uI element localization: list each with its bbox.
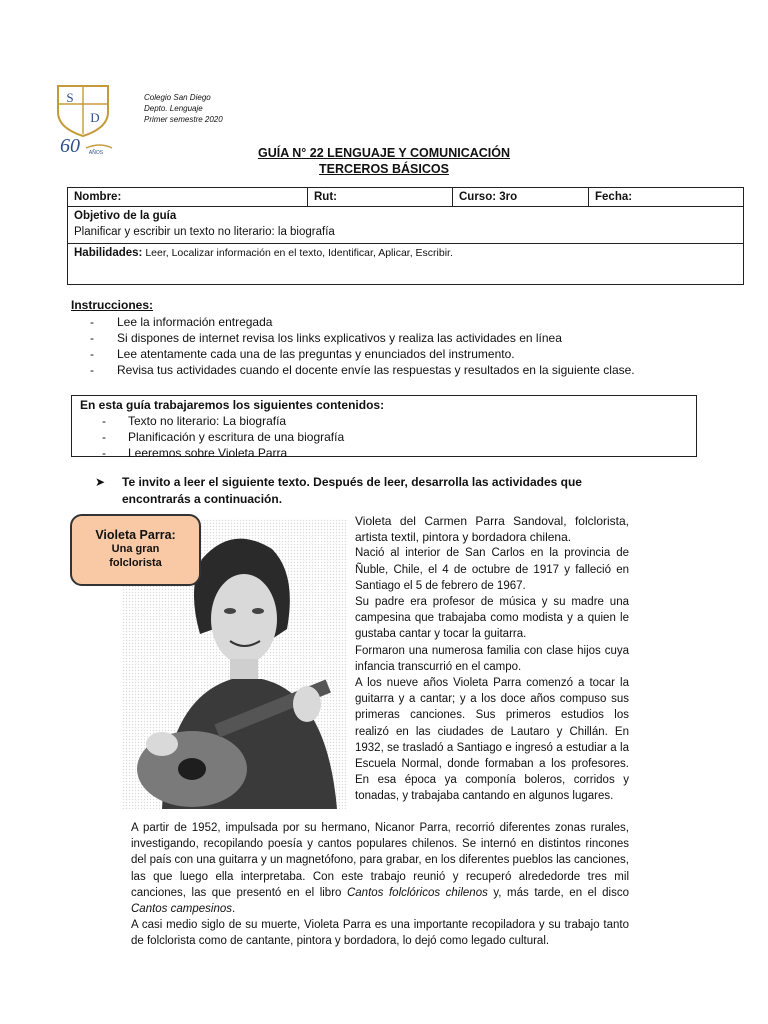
- list-item: - Lee atentamente cada una de las preguntas y enunciados del instrumento.: [90, 347, 515, 361]
- school-semester: Primer semestre 2020: [144, 115, 223, 124]
- skills-row: [68, 244, 743, 284]
- objective-row: [68, 207, 743, 244]
- guide-subtitle: TERCEROS BÁSICOS: [319, 162, 449, 176]
- book-title: Cantos folclóricos chilenos: [346, 886, 488, 899]
- title-badge: [70, 514, 201, 586]
- school-dept: Depto. Lenguaje: [144, 104, 203, 113]
- list-item: - Leeremos sobre Violeta Parra: [102, 446, 288, 460]
- list-item: - Lee la información entregada: [90, 315, 273, 329]
- school-info: [144, 92, 223, 125]
- bio-paragraph: A los nueve años Violeta Parra comenzó a tocar la guitarra y a cantar; y a los doce años compuso sus primeras canciones. Sus primeros estudios los realizó en las ciudades de Lautaro y Chillán. En 1932, se trasladó a Santiago e ingresó a estudiar a la Escuela Normal, donde formaban a los profesores. En esa época ya componía boleros, corridos y tonadas, y trabajaba cantando en algunos lugares.: [355, 677, 629, 803]
- objective-label: Objetivo de la guía: [74, 210, 177, 222]
- instructions-list: [90, 314, 680, 378]
- guide-title: GUÍA N° 22 LENGUAJE Y COMUNICACIÓN: [257, 146, 511, 160]
- bio-paragraph: Su padre era profesor de música y su madre una campesina que trabajaba como modista y a quien le gustaba cantar y tocar la guitarra.: [355, 596, 629, 641]
- rut-label: Rut:: [314, 191, 337, 203]
- badge-subtitle-1: Una gran: [111, 543, 160, 555]
- bio-paragraph: A casi medio siglo de su muerte, Violeta Parra es una importante recopiladora y su trabajo tanto de folclorista como de cantante, pintora y bordadora, lo dejó como legado cultural.: [131, 919, 629, 948]
- logo-letter-s: S: [66, 90, 74, 105]
- list-item: - Texto no literario: La biografía: [102, 414, 287, 428]
- list-item: - Revisa tus actividades cuando el docente envíe las respuestas y resultados en la siguiente clase.: [90, 363, 635, 377]
- skills-label: Habilidades:: [74, 247, 143, 259]
- school-name: Colegio San Diego: [144, 93, 211, 102]
- reading-prompt: ➤ Te invito a leer el siguiente texto. Después de leer, desarrolla las actividades que encontrarás a continuación.: [95, 475, 582, 506]
- logo-number: 60: [60, 135, 80, 157]
- objective-text: Planificar y escribir un texto no literario: la biografía: [74, 226, 335, 238]
- arrow-bullet-icon: ➤: [95, 475, 106, 489]
- biography-text-right: [355, 513, 629, 805]
- skills-text: Leer, Localizar información en el texto, Identificar, Aplicar, Escribir.: [145, 247, 453, 259]
- course-field[interactable]: [453, 188, 589, 206]
- logo-suffix: AÑOS: [88, 150, 104, 156]
- name-label: Nombre:: [74, 191, 122, 203]
- date-field[interactable]: [589, 188, 743, 206]
- course-value: 3ro: [499, 191, 518, 203]
- badge-subtitle-2: folclorista: [109, 557, 162, 569]
- contents-box: [71, 395, 697, 460]
- date-label: Fecha:: [595, 191, 633, 203]
- student-info-table: [67, 187, 744, 285]
- badge-title: Violeta Parra:: [95, 528, 176, 542]
- bio-paragraph: Violeta del Carmen Parra Sandoval, folclorista, artista textil, pintora y bordadora chilena.: [355, 514, 629, 545]
- album-title: Cantos campesinos: [131, 903, 232, 916]
- biography-text-bottom: [131, 820, 629, 950]
- contents-heading: En esta guía trabajaremos los siguientes contenidos:: [80, 398, 385, 412]
- rut-field[interactable]: [308, 188, 453, 206]
- bio-paragraph: A partir de 1952, impulsada por su hermano, Nicanor Parra, recorrió diferentes zonas rurales, investigando, recopilando poesía y cantos populares chilenos. Se internó en distintos rincones del país con una guitarra y un magnetófono, para grabar, en los diferentes pueblos las canciones, las que luego ella interpretaba. Con este trabajo reunió y recuperó alrededorde tres mil canciones, las que presentó en el libro Cantos folclóricos chilenos y, más tarde, en el disco Cantos campesinos.: [131, 822, 629, 916]
- logo-letter-d: D: [90, 110, 100, 125]
- list-item: - Si dispones de internet revisa los links explicativos y realiza las actividades en línea: [90, 331, 562, 345]
- bio-paragraph: Nació al interior de San Carlos en la provincia de Ñuble, Chile, el 4 de octubre de 1917 y falleció en Santiago el 5 de febrero de 1967.: [355, 547, 629, 592]
- bio-paragraph: Formaron una numerosa familia con clase hijos cuya infancia transcurrió en el campo.: [355, 644, 629, 673]
- course-label: Curso:: [459, 191, 497, 203]
- list-item: - Planificación y escritura de una biografía: [102, 430, 345, 444]
- name-field[interactable]: [68, 188, 308, 206]
- instructions-heading: Instrucciones:: [71, 298, 154, 312]
